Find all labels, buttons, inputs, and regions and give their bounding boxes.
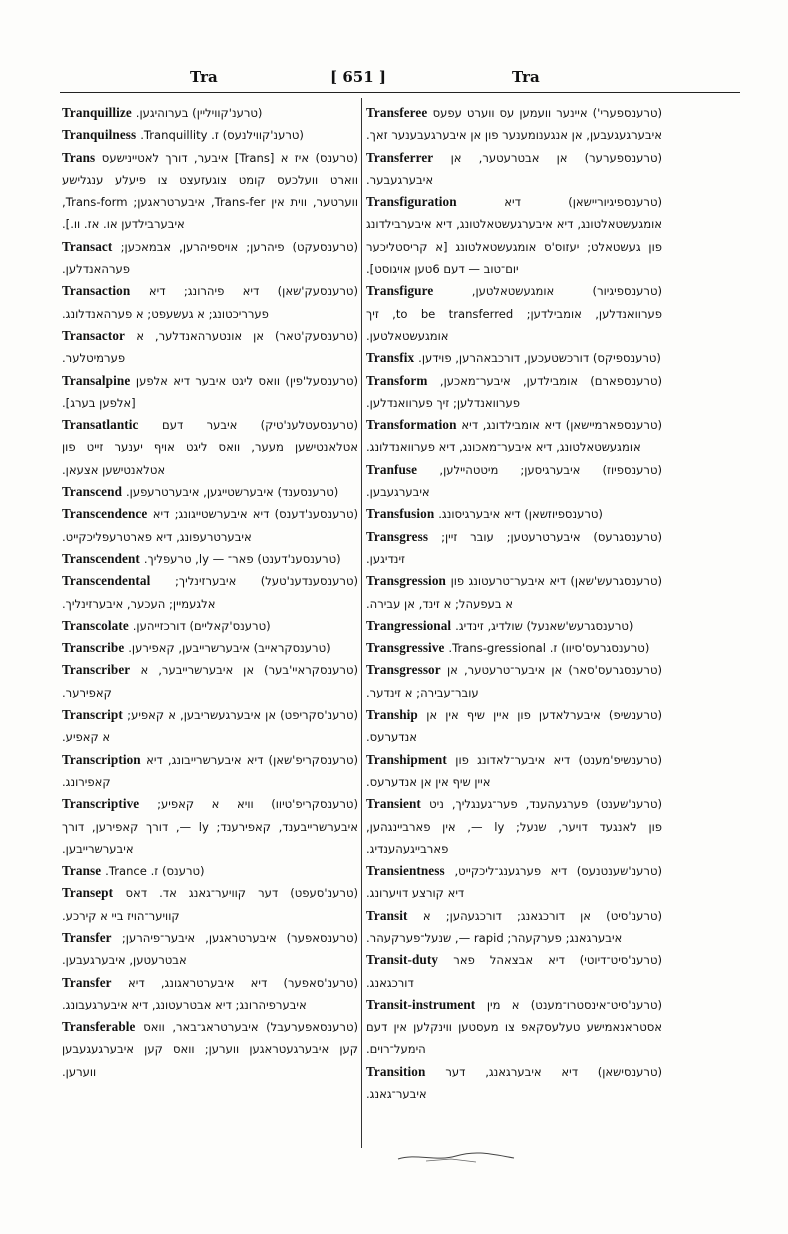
entry-headword: Tranquilness bbox=[62, 127, 137, 143]
entry-definition: (טרענסגרעש'שאן) דיא איבער־טרעטונג פון א בעפעהל; א זינד, אן עבירה. bbox=[366, 574, 662, 611]
entry-definition: (טרענסעקט) פיהרען; אויספיהרען, אבמאכען; פערהאנדלען. bbox=[62, 239, 358, 277]
dictionary-entry bbox=[366, 994, 662, 1061]
page-header bbox=[0, 68, 788, 92]
dictionary-entry bbox=[62, 637, 358, 659]
entry-definition: (טרענ'סעפט) דער קוויער־גאנג אד. דאס קוויער־הויז ביי א קירכע. bbox=[62, 886, 358, 923]
entry-definition: (טרענ'סאפער) דיא איבערטראגונג, דיא איבערפיהרונג; דיא אבטרעטונג, דיא איבערגעבונג. bbox=[62, 975, 358, 1012]
entry-definition: (טרענ'קוויליין) בערוהיגען. bbox=[135, 106, 263, 120]
entry-definition: (טרענ'סיט־אינסטרו־מענט) א מין אסטראנאמישע טעלעסקאפ צו מעסטען ווינקלען אין דעם הימעל־רוים. bbox=[366, 997, 662, 1057]
entry-definition: (טרענסענדענ'טעל) איבערזינליך; אלגעמיין; העכער, איבערזינליך. bbox=[62, 574, 358, 611]
entry-definition: (טרענסעטלענ'טיק) איבער דעם אטלאנטישען מעער, וואס ליגט אויף יענער זייט פון אטלאנטישען אצעאן. bbox=[62, 418, 358, 477]
entry-definition: (טרענספערי') איינער וועמען עס ווערט עפעס איבערגעגעבען, אן אנגענומענער פון אן איבערגעבענער זאך. bbox=[366, 106, 662, 143]
entry-definition: (טרענסקראייב) איבערשרייבען, קאפירען. bbox=[128, 641, 331, 656]
page-number: [ 651 ] bbox=[330, 68, 386, 86]
running-head-left: Tra bbox=[190, 68, 218, 86]
dictionary-entry bbox=[366, 637, 662, 659]
dictionary-entry bbox=[62, 659, 358, 704]
entry-definition: (טרענ'סיט) אן דורכגאנג; דורכגעהען; א איבערגאנג; פערקעהר; rapid —, שנעל־פערקעהר. bbox=[366, 908, 662, 945]
entry-headword: Transit-instrument bbox=[366, 996, 476, 1012]
right-column bbox=[366, 102, 662, 1105]
entry-headword: Transgressive bbox=[366, 640, 445, 656]
entry-definition: (טרענשיפ'מענט) דיא איבער־לאדונג פון איין שיף אין אן אנדערעס. bbox=[366, 752, 662, 789]
entry-definition: (טרענספערער) אן אבטרעטער, אן איבערגעבער. bbox=[366, 150, 662, 187]
dictionary-entry bbox=[366, 793, 662, 860]
entry-definition: (טרענסעק'שאן) דיא פיהרונג; דיא פערריכטונג; א געשעפט; א פערהאנדלונג. bbox=[62, 284, 358, 321]
entry-headword: Transalpine bbox=[62, 372, 131, 388]
entry-definition: (טרענ'סקריפט) אן איבערגעשריבען, א קאפיע; א קאפיע. bbox=[62, 708, 358, 745]
dictionary-entry bbox=[366, 102, 662, 147]
entry-headword: Tranquillize bbox=[62, 105, 132, 120]
entry-headword: Transaction bbox=[62, 283, 131, 299]
entry-headword: Transcriptive bbox=[62, 796, 140, 812]
entry-headword: Transform bbox=[366, 372, 428, 388]
entry-headword: Transcendental bbox=[62, 573, 151, 589]
entry-definition: (טרענספיגיור) אומגעשטאלטען, פערוואנדלען, אומבילדען; to be transferred, זיך אומגעשטאלטען. bbox=[366, 284, 662, 343]
entry-headword: Transcription bbox=[62, 751, 141, 767]
dictionary-entry bbox=[366, 749, 662, 794]
entry-definition: (טרענסגרעס) איבערטרעטען; עובר זיין; זינדיגען. bbox=[366, 529, 662, 566]
entry-definition: (טרענסקראיי'בער) אן איבערשרייבער, א קאפירער. bbox=[62, 663, 358, 700]
entry-definition: (טרענסאפערעבל) איבערטראג־באר, וואס קען איבערגעטראגען ווערען; וואס קען איבערגעגעבען ווערען. bbox=[62, 1020, 358, 1079]
entry-definition: (טרענספיוזשאן) דיא איבערגיסונג. bbox=[438, 507, 603, 522]
dictionary-entry bbox=[62, 236, 358, 281]
dictionary-entry bbox=[366, 949, 662, 994]
entry-definition: (טרענסקריפ'שאן) דיא איבערשרייבונג, דיא קאפירונג. bbox=[62, 752, 358, 789]
entry-headword: Transact bbox=[62, 238, 113, 254]
entry-headword: Transactor bbox=[62, 327, 126, 343]
dictionary-entry bbox=[62, 570, 358, 615]
dictionary-entry bbox=[62, 793, 358, 860]
dictionary-entry bbox=[62, 280, 358, 325]
entry-headword: Transferee bbox=[366, 105, 428, 120]
entry-definition: (טרענספיקס) דורכשטעכען, דורכבאהרען, פוידען. bbox=[418, 351, 661, 366]
entry-headword: Transept bbox=[62, 885, 114, 901]
dictionary-entry bbox=[62, 860, 358, 882]
entry-definition: (טרענ'שענטנעס) דיא פערגענג־ליכקייט, דיא קורצע דויערונג. bbox=[366, 864, 662, 901]
entry-definition: (טרענסעל'פין) וואס ליגט איבער דיא אלפען [אלפען בערג]. bbox=[62, 373, 358, 410]
dictionary-entry bbox=[366, 147, 662, 192]
dictionary-entry bbox=[62, 882, 358, 927]
dictionary-entry bbox=[366, 860, 662, 905]
entry-headword: Transferable bbox=[62, 1019, 136, 1035]
entry-headword: Transcriber bbox=[62, 662, 131, 678]
dictionary-entry bbox=[366, 704, 662, 749]
dictionary-entry bbox=[62, 414, 358, 481]
dictionary-entry bbox=[62, 124, 358, 146]
header-rule bbox=[60, 92, 740, 93]
entry-headword: Transatlantic bbox=[62, 417, 139, 433]
entry-definition: (טרענספארם) אומבילדען, איבער־מאכען, פערוואנדלען; זיך פערוואנדלען. bbox=[366, 373, 662, 410]
entry-headword: Transcribe bbox=[62, 640, 125, 656]
entry-headword: Transferrer bbox=[366, 149, 434, 165]
entry-definition: (טרענסקריפ'טיוו) וויא א קאפיע; איבערשרייבענד, קאפירענד; ly —, דורך קאפירען, דורך איבערשרייבען. bbox=[62, 797, 359, 856]
entry-definition: (טרענס) איז א [Trans] איבער, דורך לאטיינישעס ווארט וועלכעס קומט צוגעזעצט צו פיעלע ענגלישע ווערטער, ווית אין Trans-fer, איבערטראגען; Trans-form, איבערבילדען או. אז. וו.]. bbox=[62, 150, 358, 232]
entry-definition: (טרענסאפער) איבערטראגען, איבער־פיהרען; אבטרעטען, איבערגעבען. bbox=[62, 930, 358, 968]
entry-definition: (טרענסענ'דענס) דיא איבערשטייגונג; דיא איבערטרעפונג, דיא פארטרעפליכקייט. bbox=[62, 507, 358, 544]
dictionary-entry bbox=[366, 370, 662, 415]
entry-headword: Transcend bbox=[62, 484, 123, 500]
entry-headword: Transfer bbox=[62, 974, 112, 990]
dictionary-entry bbox=[62, 548, 358, 570]
dictionary-entry bbox=[62, 615, 358, 637]
entry-headword: Tranfuse bbox=[366, 461, 418, 477]
dictionary-entry bbox=[62, 102, 358, 124]
entry-definition: (טרענסגרעס'סאר) אן איבער־טרעטער, אן עובר־עבירה; א זינדער. bbox=[366, 663, 662, 700]
dictionary-entry bbox=[62, 503, 358, 548]
entry-definition: (טרענסישאן) דיא איבערגאנג, דער איבער־גאנג. bbox=[366, 1064, 662, 1102]
dictionary-entry bbox=[62, 370, 358, 415]
entry-headword: Transfiguration bbox=[366, 194, 457, 210]
dictionary-entry bbox=[62, 927, 358, 972]
entry-definition: (טרענספיגיוריישאן) דיא אומגעשטאלטונג, דיא איבערגעשטאלטונג, דיא איבערבילדונג פון געשטאלט; יעזוס'ס אומגעשטאלטונג [א קריסטליכער יום־טוב — דעם 6טען אויגוסט]. bbox=[366, 195, 662, 277]
dictionary-entry bbox=[62, 749, 358, 794]
dictionary-entry bbox=[62, 704, 358, 749]
entry-definition: (טרענסגרעס'סיוו) ז. Trans-gressional. bbox=[448, 641, 650, 656]
entry-headword: Transe bbox=[62, 863, 102, 879]
entry-definition: (טרענ'שענט) פערגעהענד, פער־גענגליך, ניט פון לאנגעד דויער, שנעל; ly —, אין פארביינגהען, פארבייגעהענדיג. bbox=[366, 797, 663, 856]
entry-definition: (טרענשיפ) איבערלאדען פון איין שיף אין אן אנדערעס. bbox=[366, 708, 662, 745]
column-divider bbox=[361, 98, 362, 1148]
dictionary-entry bbox=[366, 615, 662, 637]
dictionary-entry bbox=[366, 414, 662, 459]
ink-scrawl bbox=[396, 1150, 516, 1164]
entry-headword: Transcolate bbox=[62, 617, 129, 633]
entry-headword: Transfer bbox=[62, 929, 112, 945]
entry-definition: (טרענסעק'טאר) אן אונטערהאנדלער, א פערמיטלער. bbox=[62, 328, 358, 366]
entry-headword: Transfix bbox=[366, 350, 415, 366]
entry-headword: Transit bbox=[366, 907, 408, 923]
dictionary-entry bbox=[366, 280, 662, 347]
entry-headword: Transit-duty bbox=[366, 952, 439, 968]
dictionary-entry bbox=[366, 526, 662, 571]
entry-headword: Transformation bbox=[366, 417, 457, 433]
entry-headword: Transcript bbox=[62, 707, 123, 723]
entry-headword: Transhipment bbox=[366, 751, 447, 767]
entry-headword: Transientness bbox=[366, 863, 445, 879]
entry-definition: (טרענסענ'דענט) פאר־ — ly, טרעפליך. bbox=[143, 551, 341, 566]
dictionary-entry bbox=[366, 191, 662, 280]
entry-headword: Transgress bbox=[366, 528, 429, 544]
entry-definition: (טרענספיוז) איבערגיסען; מיטטהיילען, איבערגעבען. bbox=[366, 462, 662, 500]
entry-headword: Trans bbox=[62, 149, 96, 165]
dictionary-entry bbox=[62, 1016, 358, 1083]
entry-headword: Transition bbox=[366, 1063, 426, 1079]
entry-definition: (טרענס'קאליים) דורכזייהען. bbox=[132, 618, 271, 633]
entry-headword: Transgressor bbox=[366, 662, 441, 678]
dictionary-entry bbox=[366, 459, 662, 504]
dictionary-entry bbox=[366, 1061, 662, 1106]
entry-headword: Transfusion bbox=[366, 506, 435, 522]
dictionary-entry bbox=[366, 659, 662, 704]
dictionary-entry bbox=[62, 325, 358, 370]
entry-definition: (טרענסענד) איבערשטייגען, איבערטרעפען. bbox=[125, 485, 339, 500]
entry-headword: Transgression bbox=[366, 573, 446, 589]
entry-definition: (טרענ'סיט־דיוטי) דיא אבצאהל פאר דורכגאנג. bbox=[366, 953, 662, 990]
left-column bbox=[62, 102, 358, 1083]
entry-definition: (טרענ'קווילנעס) ז. Tranquillity. bbox=[140, 128, 304, 143]
dictionary-entry bbox=[366, 347, 662, 369]
dictionary-entry bbox=[366, 503, 662, 525]
entry-headword: Transcendent bbox=[62, 550, 140, 566]
dictionary-entry bbox=[62, 147, 358, 236]
entry-headword: Transient bbox=[366, 796, 421, 812]
entry-headword: Trangressional bbox=[366, 617, 452, 633]
entry-headword: Tranship bbox=[366, 707, 418, 723]
entry-definition: (טרענס) ז. Trance. bbox=[105, 864, 205, 879]
dictionary-entry bbox=[62, 972, 358, 1017]
running-head-right: Tra bbox=[512, 68, 540, 86]
entry-definition: (טרענסגרעש'שאנעל) שולדיג, זינדיג. bbox=[455, 618, 634, 633]
entry-headword: Transfigure bbox=[366, 283, 434, 299]
dictionary-entry bbox=[62, 481, 358, 503]
dictionary-entry bbox=[366, 570, 662, 615]
dictionary-entry bbox=[366, 905, 662, 950]
entry-definition: (טרענספארמיישאן) דיא אומבילדונג, דיא אומגעשטאלטונג, דיא איבער־מאכונג, דיא פערוואנדלונג. bbox=[366, 418, 662, 455]
entry-headword: Transcendence bbox=[62, 506, 148, 522]
